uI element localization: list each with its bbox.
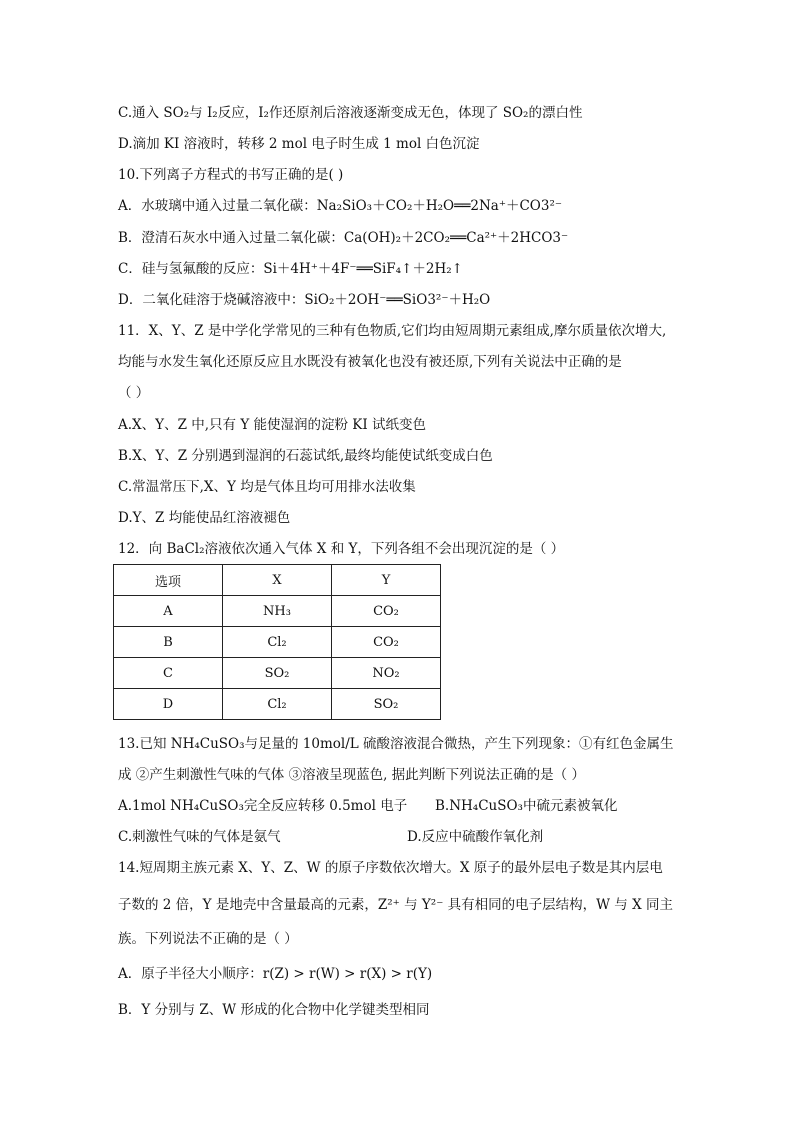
q11-option-d: D.Y、Z 均能使品红溶液褪色 — [118, 510, 291, 526]
q12-stem: 12．向 BaCl₂溶液依次通入气体 X 和 Y，下列各组不会出现沉淀的是（ ） — [118, 541, 565, 557]
q13-option-a: A.1mol NH₄CuSO₃完全反应转移 0.5mol 电子 — [118, 798, 408, 814]
table-cell: CO₂ — [332, 627, 441, 658]
table-row — [114, 658, 441, 689]
table-cell: Cl₂ — [223, 689, 332, 720]
table-cell: C — [114, 658, 223, 689]
table-cell: CO₂ — [332, 596, 441, 627]
q14-option-b: B．Y 分别与 Z、W 形成的化合物中化学键类型相同 — [118, 1002, 430, 1018]
q10-option-c: C．硅与氢氟酸的反应：Si＋4H⁺＋4F⁻══SiF₄↑＋2H₂↑ — [118, 261, 463, 277]
q11-stem-line3: （ ） — [118, 385, 150, 401]
q14-stem-line2: 子数的 2 倍，Y 是地壳中含量最高的元素，Z²⁺ 与 Y²⁻ 具有相同的电子层结构，W 与 X 同主 — [118, 897, 673, 913]
table-row — [114, 689, 441, 720]
q11-stem-line1: 11．X、Y、Z 是中学化学常见的三种有色物质,它们均由短周期元素组成,摩尔质量依次增大, — [118, 323, 667, 339]
q11-stem-line2: 均能与水发生氧化还原反应且水既没有被氧化也没有被还原,下列有关说法中正确的是 — [118, 354, 622, 370]
table-row — [114, 596, 441, 627]
table-cell: SO₂ — [223, 658, 332, 689]
q12-options-table — [113, 564, 441, 720]
q10-option-d: D．二氧化硅溶于烧碱溶液中：SiO₂＋2OH⁻══SiO3²⁻＋H₂O — [118, 292, 491, 308]
q13-option-c: C.刺激性气味的气体是氨气 — [118, 829, 281, 845]
table-header-cell: 选项 — [114, 565, 223, 596]
table-cell: Cl₂ — [223, 627, 332, 658]
q14-stem-line1: 14.短周期主族元素 X、Y、Z、W 的原子序数依次增大。X 原子的最外层电子数是其内层电 — [118, 860, 663, 876]
q10-option-a: A．水玻璃中通入过量二氧化碳：Na₂SiO₃＋CO₂＋H₂O══2Na⁺＋CO3²⁻ — [118, 198, 562, 214]
q11-option-c: C.常温常压下,X、Y 均是气体且均可用排水法收集 — [118, 479, 416, 495]
table-header-cell: X — [223, 565, 332, 596]
q10-stem: 10.下列离子方程式的书写正确的是( ) — [118, 167, 344, 183]
q11-option-a: A.X、Y、Z 中,只有 Y 能使湿润的淀粉 KI 试纸变色 — [118, 417, 427, 433]
table-row — [114, 627, 441, 658]
table-header-row — [114, 565, 441, 596]
q13-stem-line1: 13.已知 NH₄CuSO₃与足量的 10mol/L 硫酸溶液混合微热，产生下列现象：①有红色金属生 — [118, 736, 674, 752]
q10-option-b: B．澄清石灰水中通入过量二氧化碳：Ca(OH)₂＋2CO₂══Ca²⁺＋2HCO3⁻ — [118, 230, 569, 246]
q14-option-a: A．原子半径大小顺序：r(Z) > r(W) > r(X) > r(Y) — [118, 966, 433, 982]
q9-option-d: D.滴加 KI 溶液时，转移 2 mol 电子时生成 1 mol 白色沉淀 — [118, 136, 480, 152]
table-cell: NH₃ — [223, 596, 332, 627]
q14-stem-line3: 族。下列说法不正确的是（ ） — [118, 931, 298, 947]
q9-option-c: C.通入 SO₂与 I₂反应，I₂作还原剂后溶液逐渐变成无色，体现了 SO₂的漂白性 — [118, 105, 583, 121]
table-cell: A — [114, 596, 223, 627]
table-cell: D — [114, 689, 223, 720]
table-cell: SO₂ — [332, 689, 441, 720]
q13-stem-line2: 成 ②产生刺激性气味的气体 ③溶液呈现蓝色, 据此判断下列说法正确的是（ ） — [118, 767, 585, 783]
q13-option-b: B.NH₄CuSO₃中硫元素被氧化 — [435, 798, 618, 814]
table-cell: B — [114, 627, 223, 658]
q11-option-b: B.X、Y、Z 分别遇到湿润的石蕊试纸,最终均能使试纸变成白色 — [118, 448, 493, 464]
table-cell: NO₂ — [332, 658, 441, 689]
table-header-cell: Y — [332, 565, 441, 596]
q13-option-d: D.反应中硫酸作氧化剂 — [407, 829, 544, 845]
